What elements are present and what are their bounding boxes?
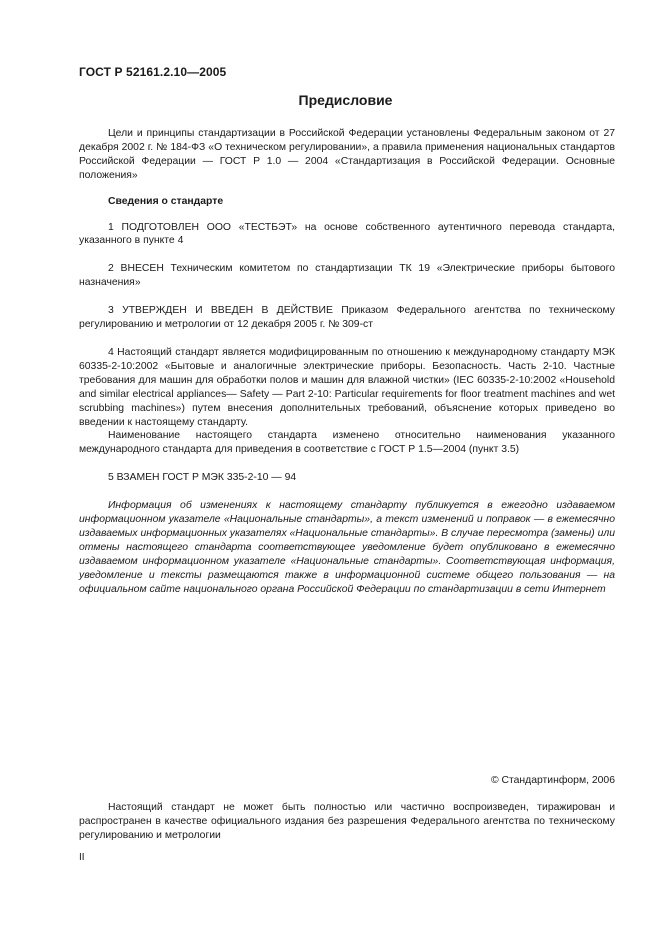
item-4-continuation: Наименование настоящего стандарта изменено относительно наименования указанного международного стандарта для приведения в соответствие с ГОСТ Р 1.5—2004 (пункт 3.5): [79, 430, 615, 456]
item-5: 5 ВЗАМЕН ГОСТ Р МЭК 335-2-10 — 94: [108, 472, 297, 484]
footer-notice: [79, 801, 615, 843]
item-3: 3 УТВЕРЖДЕН И ВВЕДЕН В ДЕЙСТВИЕ Приказом Федерального агентства по техническому регулированию и метрологии от 12 декабря 2005 г. № 309-ст: [79, 305, 615, 331]
item-2: 2 ВНЕСЕН Техническим комитетом по стандартизации ТК 19 «Электрические приборы бытового назначения»: [79, 263, 615, 289]
page-title: Предисловие: [298, 92, 393, 108]
copyright: © Стандартинформ, 2006: [490, 775, 615, 786]
item-4: 4 Настоящий стандарт является модифицированным по отношению к международному стандарту МЭК 60335-2-10:2002 «Бытовые и аналогичные электрические приборы. Безопасность. Часть 2-10. Частные требования для машин для обработки полов и машин для влажной чистки» (IEC 60335-2-10:2002 «Household and similar electrical appliances— Safety — Part 2-10: Particular requirements for floor treatment machines and wet scrubbing machines») путем внесения дополнительных требований, объяснение которых приведено во введении к настоящему стандарту.: [79, 346, 615, 428]
intro-paragraph: Цели и принципы стандартизации в Российской Федерации установлены Федеральным законом от 27 декабря 2002 г. № 184-ФЗ «О техническом регулировании», а правила применения национальных стандартов Российской Федерации — ГОСТ Р 1.0 — 2004 «Стандартизация в Российской Федерации. Основные положения»: [79, 128, 615, 181]
footer-paragraph: Настоящий стандарт не может быть полностью или частично воспроизведен, тиражирован и распространен в качестве официального издания без разрешения Федерального агентства по техническому регулированию и метрологии: [79, 802, 615, 841]
standard-code-header: ГОСТ Р 52161.2.10—2005: [79, 65, 227, 79]
document-body: [79, 127, 615, 596]
notice-paragraph: Информация об изменениях к настоящему стандарту публикуется в ежегодно издаваемом информационном указателе «Национальные стандарты», а текст изменений и поправок — в ежемесячно издаваемых информационных указателях «Национальные стандарты». В случае пересмотра (замены) или отмены настоящего стандарта соответствующее уведомление будет опубликовано в ежемесячно издаваемом информационном указателе «Национальные стандарты». Соответствующая информация, уведомление и тексты размещаются также в информационной системе общего пользования — на официальном сайте национального органа Российской Федерации по стандартизации в сети Интернет: [79, 500, 615, 595]
page-number: II: [79, 852, 85, 863]
section-heading: Сведения о стандарте: [108, 195, 224, 207]
item-1: 1 ПОДГОТОВЛЕН ООО «ТЕСТБЭТ» на основе собственного аутентичного перевода стандарта, указанного в пункте 4: [79, 221, 615, 247]
